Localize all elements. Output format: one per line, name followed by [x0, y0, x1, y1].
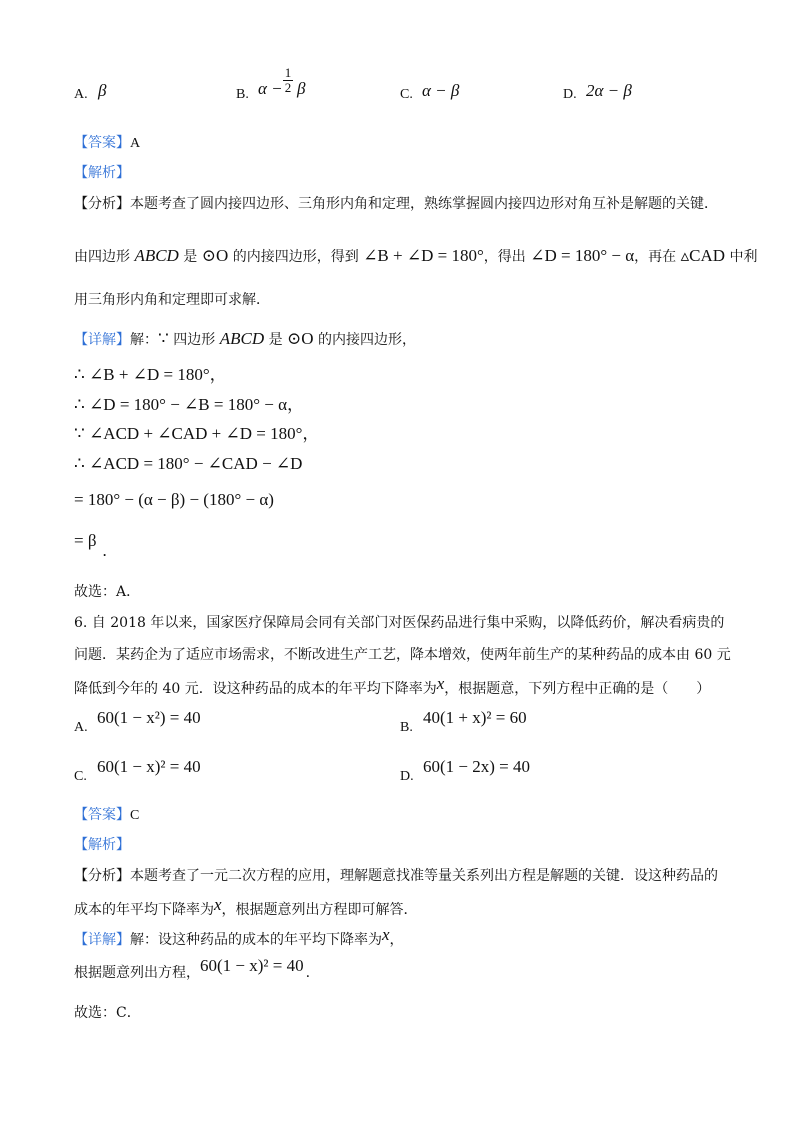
- math-run: ⊙O: [201, 246, 229, 265]
- fenxi-tag: 【分析】: [74, 868, 130, 884]
- fenxi-text: 本题考查了一元二次方程的应用，理解题意找准等量关系列出方程是解题的关键．设这种药品的: [130, 868, 718, 884]
- q6-stem-line1: 6. 自 2018 年以来，国家医疗保障局会同有关部门对医保药品进行集中采购，以降低药价，解决看病贵的: [74, 615, 725, 631]
- period: .: [102, 541, 107, 560]
- q5-option-b-letter: B.: [236, 87, 249, 102]
- q5-step-4: ∴ ∠ACD = 180° − ∠CAD − ∠D: [74, 454, 303, 473]
- math-run: 60(1 − x)² = 40: [200, 956, 304, 975]
- text-run: 中利: [725, 249, 758, 265]
- q6-detail-line: [74, 925, 404, 948]
- q5-step-5: = 180° − (α − β) − (180° − α): [74, 490, 274, 509]
- q5-analysis-tag: 【解析】: [74, 165, 130, 181]
- q6-fenxi-line: [74, 869, 718, 883]
- q5-step-3: ∵ ∠ACD + ∠CAD + ∠D = 180°，: [74, 424, 320, 443]
- math-run: ∠B + ∠D = 180°: [363, 246, 484, 265]
- period: .: [305, 965, 311, 981]
- math-run: x: [214, 895, 222, 914]
- fenxi-tag: 【分析】: [74, 196, 130, 212]
- math-run: = β: [74, 531, 97, 550]
- text-run: 四边形: [168, 332, 220, 348]
- text-run: 的内接四边形，得到: [228, 249, 364, 265]
- q6-option-b-letter: B.: [400, 720, 413, 735]
- q5-analysis-line3: 用三角形内角和定理即可求解．: [74, 292, 270, 308]
- answer-value: A: [130, 136, 141, 151]
- q5-step-1: ∴ ∠B + ∠D = 180°，: [74, 365, 227, 384]
- q5-option-a-expr: β: [98, 81, 107, 100]
- text-run: 解：: [130, 332, 158, 348]
- q6-analysis-tag: 【解析】: [74, 837, 130, 853]
- text-run: 降低到今年的 40 元．设这种药品的成本的年平均下降率为: [74, 681, 437, 697]
- math-run: x: [382, 925, 390, 944]
- text-run: 是: [264, 332, 288, 348]
- q6-stem-line2: 问题．某药企为了适应市场需求，不断改进生产工艺，降本增效，使两年前生产的某种药品的成本由 60 元: [74, 647, 731, 663]
- text-run: 是: [178, 249, 202, 265]
- text-run: 由四边形: [74, 249, 135, 265]
- q6-option-a-letter: A.: [74, 720, 88, 735]
- q5-choose: 故选：A．: [74, 584, 141, 600]
- q6-choose: 故选：C．: [74, 1005, 141, 1021]
- q5-step-6: [74, 531, 107, 560]
- q5-fenxi-line: [74, 197, 718, 211]
- q6-fenxi-line2: [74, 895, 418, 918]
- text-run: 解：设这种药品的成本的年平均下降率为: [130, 932, 382, 948]
- fenxi-text: 本题考查了圆内接四边形、三角形内角和定理，熟练掌握圆内接四边形对角互补是解题的关键．: [130, 196, 718, 212]
- q5-analysis-line2: [74, 247, 757, 264]
- text-run: 成本的年平均下降率为: [74, 902, 214, 918]
- q6-option-d-letter: D.: [400, 769, 414, 784]
- q5-answer-line: [74, 136, 140, 151]
- q6-equation-line: [74, 956, 311, 981]
- q6-option-a-expr: 60(1 − x²) = 40: [97, 708, 201, 727]
- text-run: 根据题意列出方程，: [74, 965, 200, 981]
- fraction-denominator: 2: [284, 80, 292, 95]
- q6-option-d-expr: 60(1 − 2x) = 40: [423, 757, 530, 776]
- answer-tag: 【答案】: [74, 135, 130, 151]
- q6-option-c-letter: C.: [74, 769, 87, 784]
- text-run: ，根据题意列出方程即可解答．: [221, 902, 418, 918]
- math-run: ABCD: [219, 329, 265, 348]
- math-run: ∠D = 180° − α: [530, 246, 635, 265]
- q6-stem-line3: [74, 674, 711, 697]
- q5-detail-line: [74, 330, 416, 347]
- q5-option-c-expr: α − β: [422, 81, 460, 100]
- q5-option-b-expr-pre: α −: [258, 79, 283, 98]
- q5-option-d-expr: 2α − β: [586, 81, 632, 100]
- math-run: ▵CAD: [680, 246, 726, 265]
- text-run: 的内接四边形，: [313, 332, 417, 348]
- math-run: ABCD: [134, 246, 179, 265]
- q6-option-b-expr: 40(1 + x)² = 60: [423, 708, 527, 727]
- detail-tag: 【详解】: [74, 932, 130, 948]
- q5-option-b-expr-post: β: [297, 79, 306, 98]
- q5-option-b-fraction: [283, 66, 293, 95]
- math-run: ⊙O: [287, 329, 314, 348]
- detail-tag: 【详解】: [74, 332, 130, 348]
- math-run: x: [436, 674, 445, 693]
- text-run: ，: [389, 932, 404, 948]
- answer-value: C: [130, 808, 140, 823]
- answer-tag: 【答案】: [74, 807, 130, 823]
- text-run: ，得出: [483, 249, 531, 265]
- fraction-numerator: 1: [284, 65, 292, 80]
- q5-option-d-letter: D.: [563, 87, 577, 102]
- text-run: ，根据题意，下列方程中正确的是（ ）: [444, 681, 711, 697]
- q5-option-c-letter: C.: [400, 87, 413, 102]
- q6-option-c-expr: 60(1 − x)² = 40: [97, 757, 201, 776]
- q5-option-a-letter: A.: [74, 87, 88, 102]
- q5-step-2: ∴ ∠D = 180° − ∠B = 180° − α，: [74, 395, 305, 414]
- text-run: ，再在: [634, 249, 681, 265]
- q6-answer-line: [74, 808, 139, 823]
- because-symbol: ∵: [158, 329, 169, 348]
